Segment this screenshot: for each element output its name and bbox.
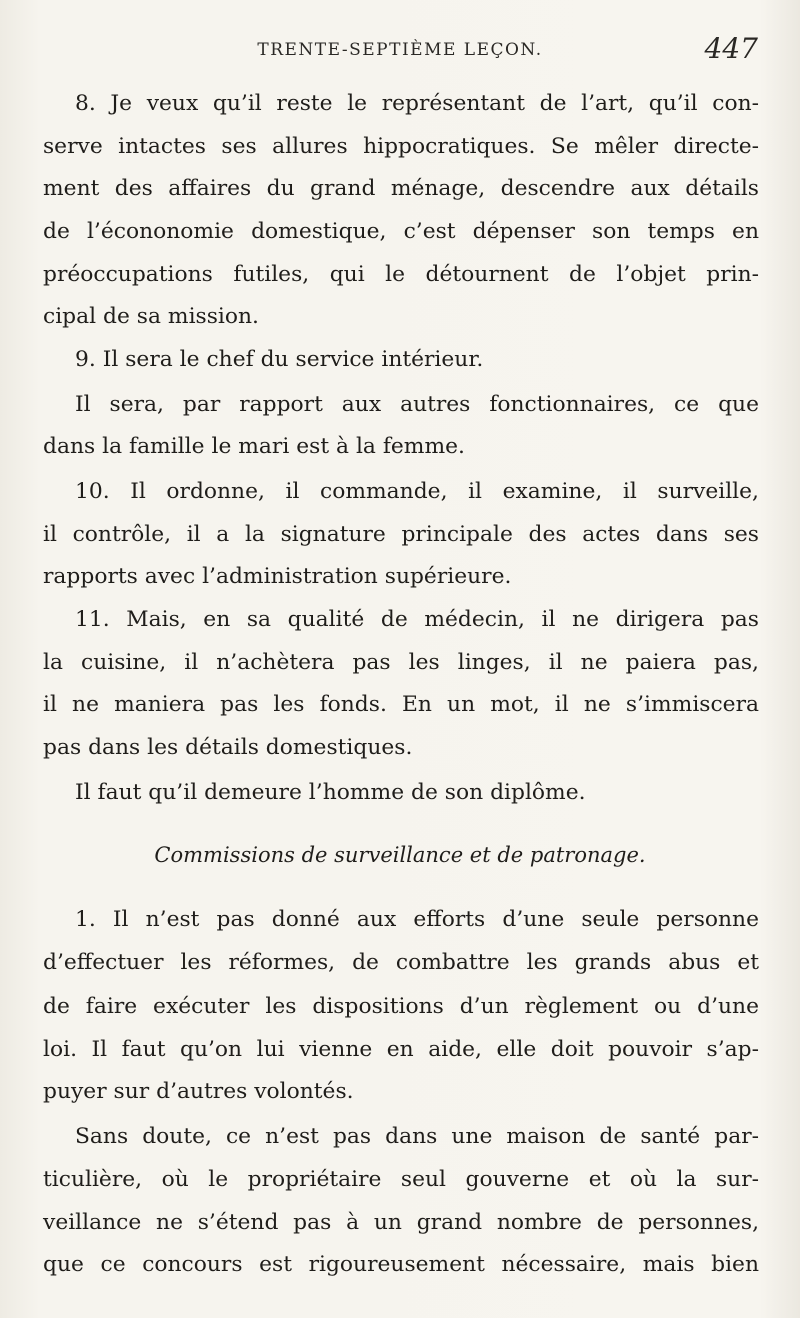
text-line: serve intactes ses allures hippocratiques. Se mêler directe- — [43, 134, 759, 159]
text-line: 10. Il ordonne, il commande, il examine, il surveille, — [75, 479, 759, 504]
text-line: il contrôle, il a la signature principale des actes dans ses — [43, 522, 759, 547]
text-line: 1. Il n’est pas donné aux efforts d’une seule personne — [75, 907, 759, 932]
text-line: rapports avec l’administration supérieure. — [43, 564, 512, 589]
text-line: ment des affaires du grand ménage, descendre aux détails — [43, 176, 759, 201]
text-line: 9. Il sera le chef du service intérieur. — [75, 347, 484, 372]
text-line: 8. Je veux qu’il reste le représentant de l’art, qu’il con- — [75, 91, 759, 116]
page-number: 447 — [704, 32, 758, 65]
text-line: que ce concours est rigoureusement nécessaire, mais bien — [43, 1252, 759, 1277]
text-line: d’effectuer les réformes, de combattre les grands abus et — [43, 950, 759, 975]
section-heading: Commissions de surveillance et de patronage. — [154, 843, 646, 867]
text-line: préoccupations futiles, qui le détournent de l’objet prin- — [43, 262, 759, 287]
text-line: de faire exécuter les dispositions d’un règlement ou d’une — [43, 994, 759, 1019]
text-line: il ne maniera pas les fonds. En un mot, il ne s’immiscera — [43, 692, 759, 717]
text-line: ticulière, où le propriétaire seul gouverne et où la sur- — [43, 1167, 759, 1192]
running-header: TRENTE-SEPTIÈME LEÇON. — [257, 40, 543, 60]
text-line: Il sera, par rapport aux autres fonctionnaires, ce que — [75, 392, 759, 417]
text-line: puyer sur d’autres volontés. — [43, 1079, 354, 1104]
text-line: de l’écononomie domestique, c’est dépenser son temps en — [43, 219, 759, 244]
text-line: Sans doute, ce n’est pas dans une maison de santé par- — [75, 1124, 759, 1149]
text-line: veillance ne s’étend pas à un grand nombre de personnes, — [43, 1210, 759, 1235]
text-line: la cuisine, il n’achètera pas les linges, il ne paiera pas, — [43, 650, 759, 675]
text-line: 11. Mais, en sa qualité de médecin, il ne dirigera pas — [75, 607, 759, 632]
text-line: Il faut qu’il demeure l’homme de son diplôme. — [75, 780, 586, 805]
text-line: loi. Il faut qu’on lui vienne en aide, elle doit pouvoir s’ap- — [43, 1037, 759, 1062]
text-line: dans la famille le mari est à la femme. — [43, 434, 465, 459]
text-line: pas dans les détails domestiques. — [43, 735, 413, 760]
text-line: cipal de sa mission. — [43, 304, 259, 329]
